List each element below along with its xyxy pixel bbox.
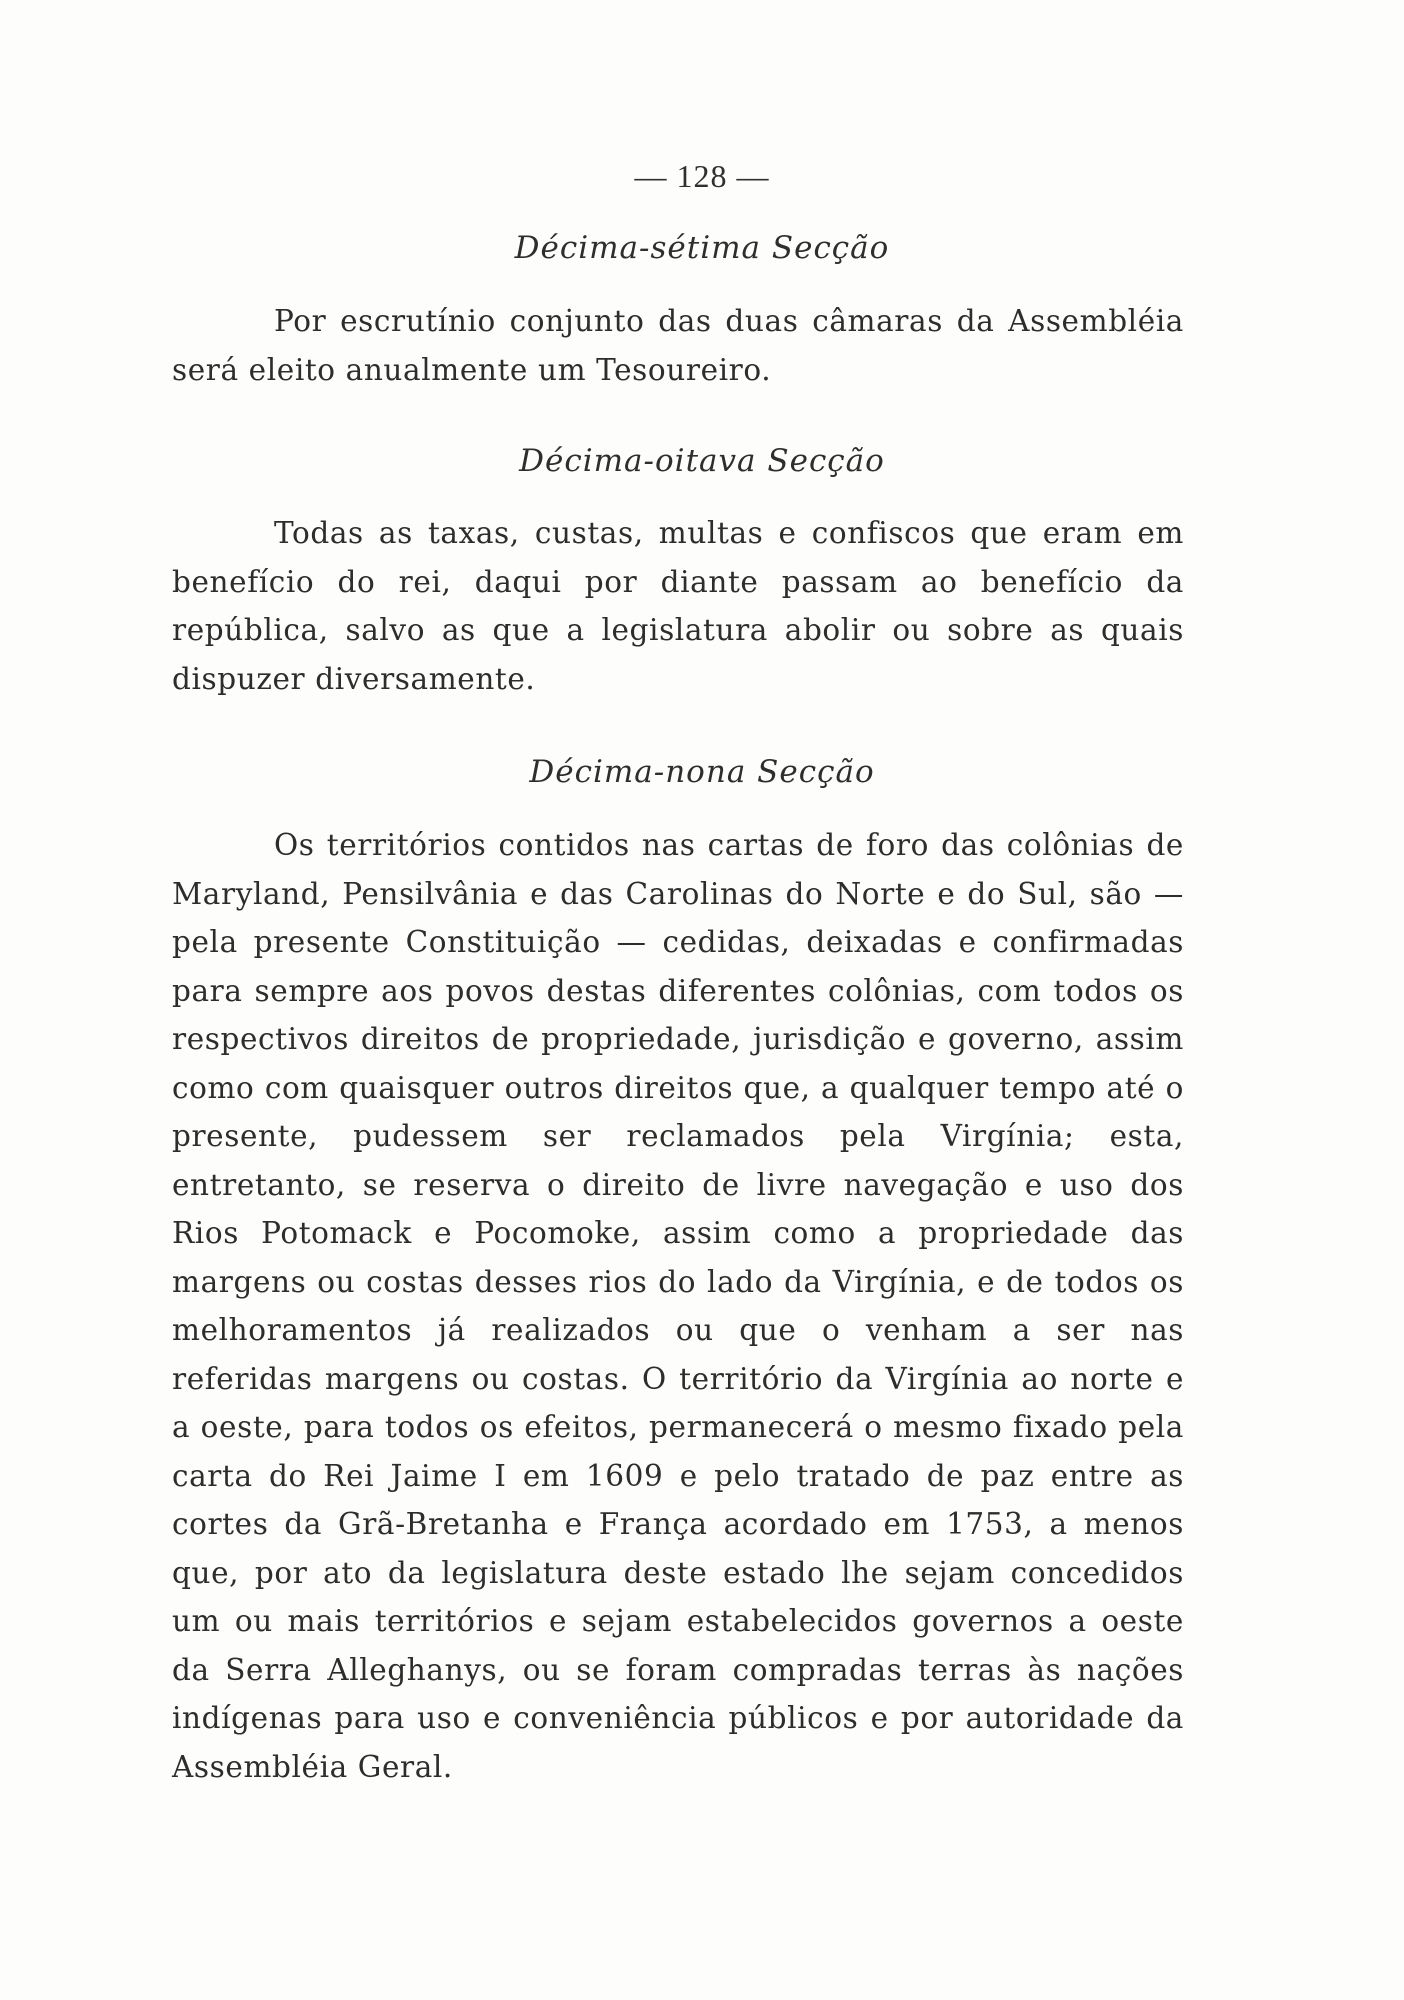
section-title-19: Décima-nona Secção	[529, 754, 875, 790]
section-19-paragraph: Os territórios contidos nas cartas de foro das colônias de Maryland, Pensilvânia e das Carolinas do Norte e do Sul, são — pela presente Constituição — cedidas, deixadas e confirmadas para sempre aos povos destas diferentes colônias, com todos os respectivos direitos de propriedade, jurisdição e governo, assim como com quaisquer outros direitos que, a qualquer tempo até o presente, pudessem ser reclamados pela Virgínia; esta, entretanto, se reserva o direito de livre navegação e uso dos Rios Potomack e Pocomoke, assim como a propriedade das margens ou costas desses rios do lado da Virgínia, e de todos os melhoramentos já realizados ou que o venham a ser nas referidas margens ou costas. O território da Virgínia ao norte e a oeste, para todos os efeitos, permanecerá o mesmo fixado pela carta do Rei Jaime I em 1609 e pelo tratado de paz entre as cortes da Grã-Bretanha e França acordado em 1753, a menos que, por ato da legislatura deste estado lhe sejam concedidos um ou mais territórios e sejam estabelecidos governos a oeste da Serra Alleghanys, ou se foram compradas terras às nações indígenas para uso e conveniência públicos e por autoridade da Assembléia Geral.	[172, 828, 1184, 1784]
section-18-paragraph: Todas as taxas, custas, multas e confiscos que eram em benefício do rei, daqui por diante passam ao benefício da república, salvo as que a legislatura abolir ou sobre as quais dispuzer diversamente.	[172, 516, 1184, 696]
section-17-paragraph: Por escrutínio conjunto das duas câmaras da Assembléia será eleito anualmente um Tesoureiro.	[172, 304, 1184, 387]
section-title-17: Décima-sétima Secção	[514, 230, 890, 266]
page-number: — 128 —	[634, 158, 770, 194]
section-title-18: Décima-oitava Secção	[519, 443, 885, 479]
